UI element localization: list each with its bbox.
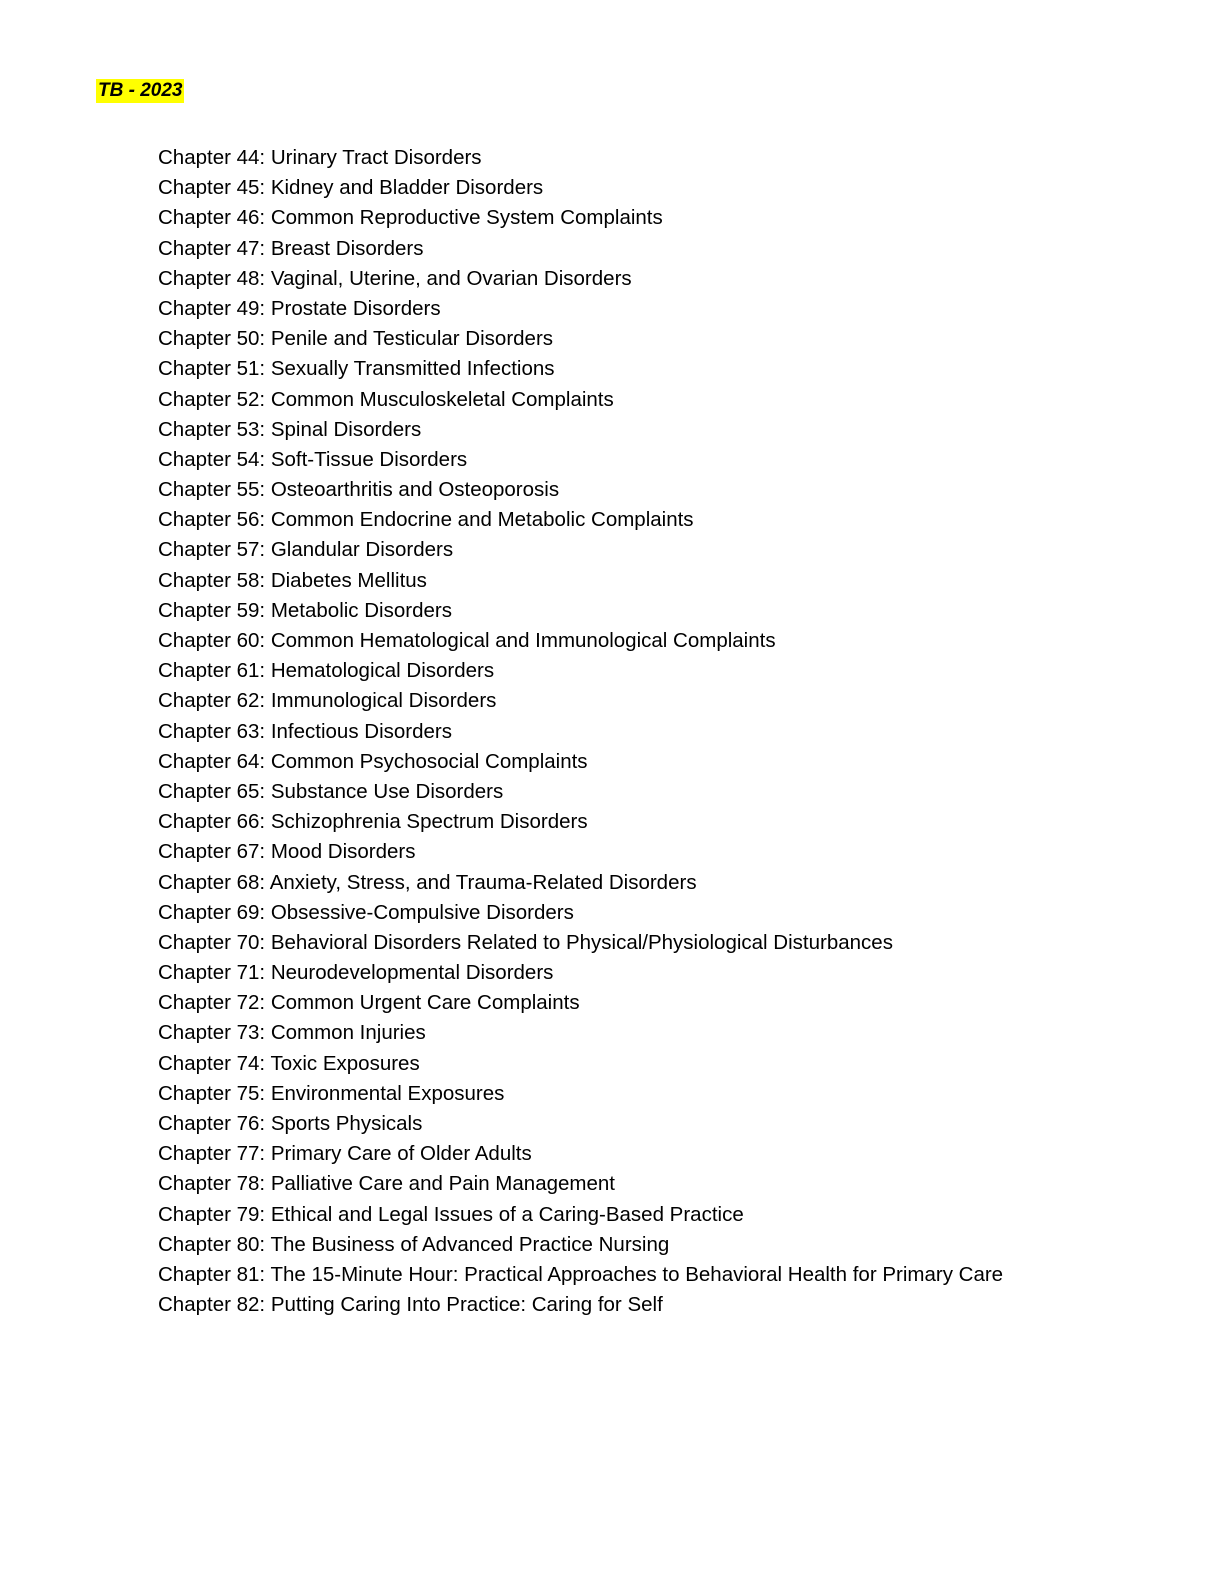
chapter-item: Chapter 45: Kidney and Bladder Disorders bbox=[158, 176, 544, 200]
chapter-item: Chapter 55: Osteoarthritis and Osteoporosis bbox=[158, 478, 560, 502]
chapter-item: Chapter 79: Ethical and Legal Issues of a Caring-Based Practice bbox=[158, 1202, 744, 1226]
chapter-item: Chapter 50: Penile and Testicular Disorders bbox=[158, 327, 554, 351]
chapter-item: Chapter 76: Sports Physicals bbox=[158, 1112, 423, 1135]
chapter-item: Chapter 66: Schizophrenia Spectrum Disorders bbox=[158, 810, 588, 834]
chapter-item: Chapter 78: Palliative Care and Pain Management bbox=[158, 1172, 615, 1196]
chapter-item: Chapter 52: Common Musculoskeletal Complaints bbox=[158, 387, 614, 411]
chapter-item: Chapter 48: Vaginal, Uterine, and Ovarian Disorders bbox=[158, 266, 632, 290]
chapter-item: Chapter 51: Sexually Transmitted Infections bbox=[158, 357, 555, 381]
chapter-item: Chapter 74: Toxic Exposures bbox=[158, 1051, 420, 1075]
chapter-item: Chapter 77: Primary Care of Older Adults bbox=[158, 1142, 532, 1166]
chapter-item: Chapter 60: Common Hematological and Immunological Complaints bbox=[158, 629, 776, 652]
chapter-item: Chapter 63: Infectious Disorders bbox=[158, 719, 452, 743]
chapter-item: Chapter 65: Substance Use Disorders bbox=[158, 779, 504, 803]
chapter-item: Chapter 72: Common Urgent Care Complaints bbox=[158, 991, 580, 1015]
chapter-item: Chapter 75: Environmental Exposures bbox=[158, 1081, 505, 1105]
chapter-item: Chapter 82: Putting Caring Into Practice: Caring for Self bbox=[158, 1293, 663, 1317]
chapter-item: Chapter 71: Neurodevelopmental Disorders bbox=[158, 961, 554, 985]
chapter-item: Chapter 61: Hematological Disorders bbox=[158, 659, 495, 683]
chapter-item: Chapter 70: Behavioral Disorders Related to Physical/Physiological Disturbances bbox=[158, 930, 893, 954]
chapter-item: Chapter 68: Anxiety, Stress, and Trauma-Related Disorders bbox=[158, 870, 697, 894]
chapter-item: Chapter 54: Soft-Tissue Disorders bbox=[158, 447, 468, 471]
chapter-item: Chapter 73: Common Injuries bbox=[158, 1021, 426, 1045]
chapter-item: Chapter 57: Glandular Disorders bbox=[158, 538, 454, 562]
chapter-item: Chapter 59: Metabolic Disorders bbox=[158, 598, 452, 622]
chapter-item: Chapter 44: Urinary Tract Disorders bbox=[158, 146, 482, 169]
chapter-item: Chapter 49: Prostate Disorders bbox=[158, 296, 441, 320]
chapter-item: Chapter 47: Breast Disorders bbox=[158, 236, 424, 260]
chapter-item: Chapter 56: Common Endocrine and Metabolic Complaints bbox=[158, 508, 694, 532]
chapter-item: Chapter 46: Common Reproductive System Complaints bbox=[158, 206, 663, 230]
chapter-item: Chapter 69: Obsessive-Compulsive Disorders bbox=[158, 900, 574, 924]
chapter-item: Chapter 80: The Business of Advanced Practice Nursing bbox=[158, 1232, 670, 1256]
chapter-item: Chapter 67: Mood Disorders bbox=[158, 840, 416, 864]
header-tag: TB - 2023 bbox=[98, 80, 183, 101]
chapter-item: Chapter 81: The 15-Minute Hour: Practical Approaches to Behavioral Health for Primary Care bbox=[158, 1262, 1004, 1286]
chapter-item: Chapter 58: Diabetes Mellitus bbox=[158, 568, 427, 592]
chapter-item: Chapter 53: Spinal Disorders bbox=[158, 417, 422, 441]
chapter-item: Chapter 64: Common Psychosocial Complaints bbox=[158, 749, 588, 773]
chapter-list bbox=[158, 143, 1003, 1320]
chapter-item: Chapter 62: Immunological Disorders bbox=[158, 689, 497, 713]
